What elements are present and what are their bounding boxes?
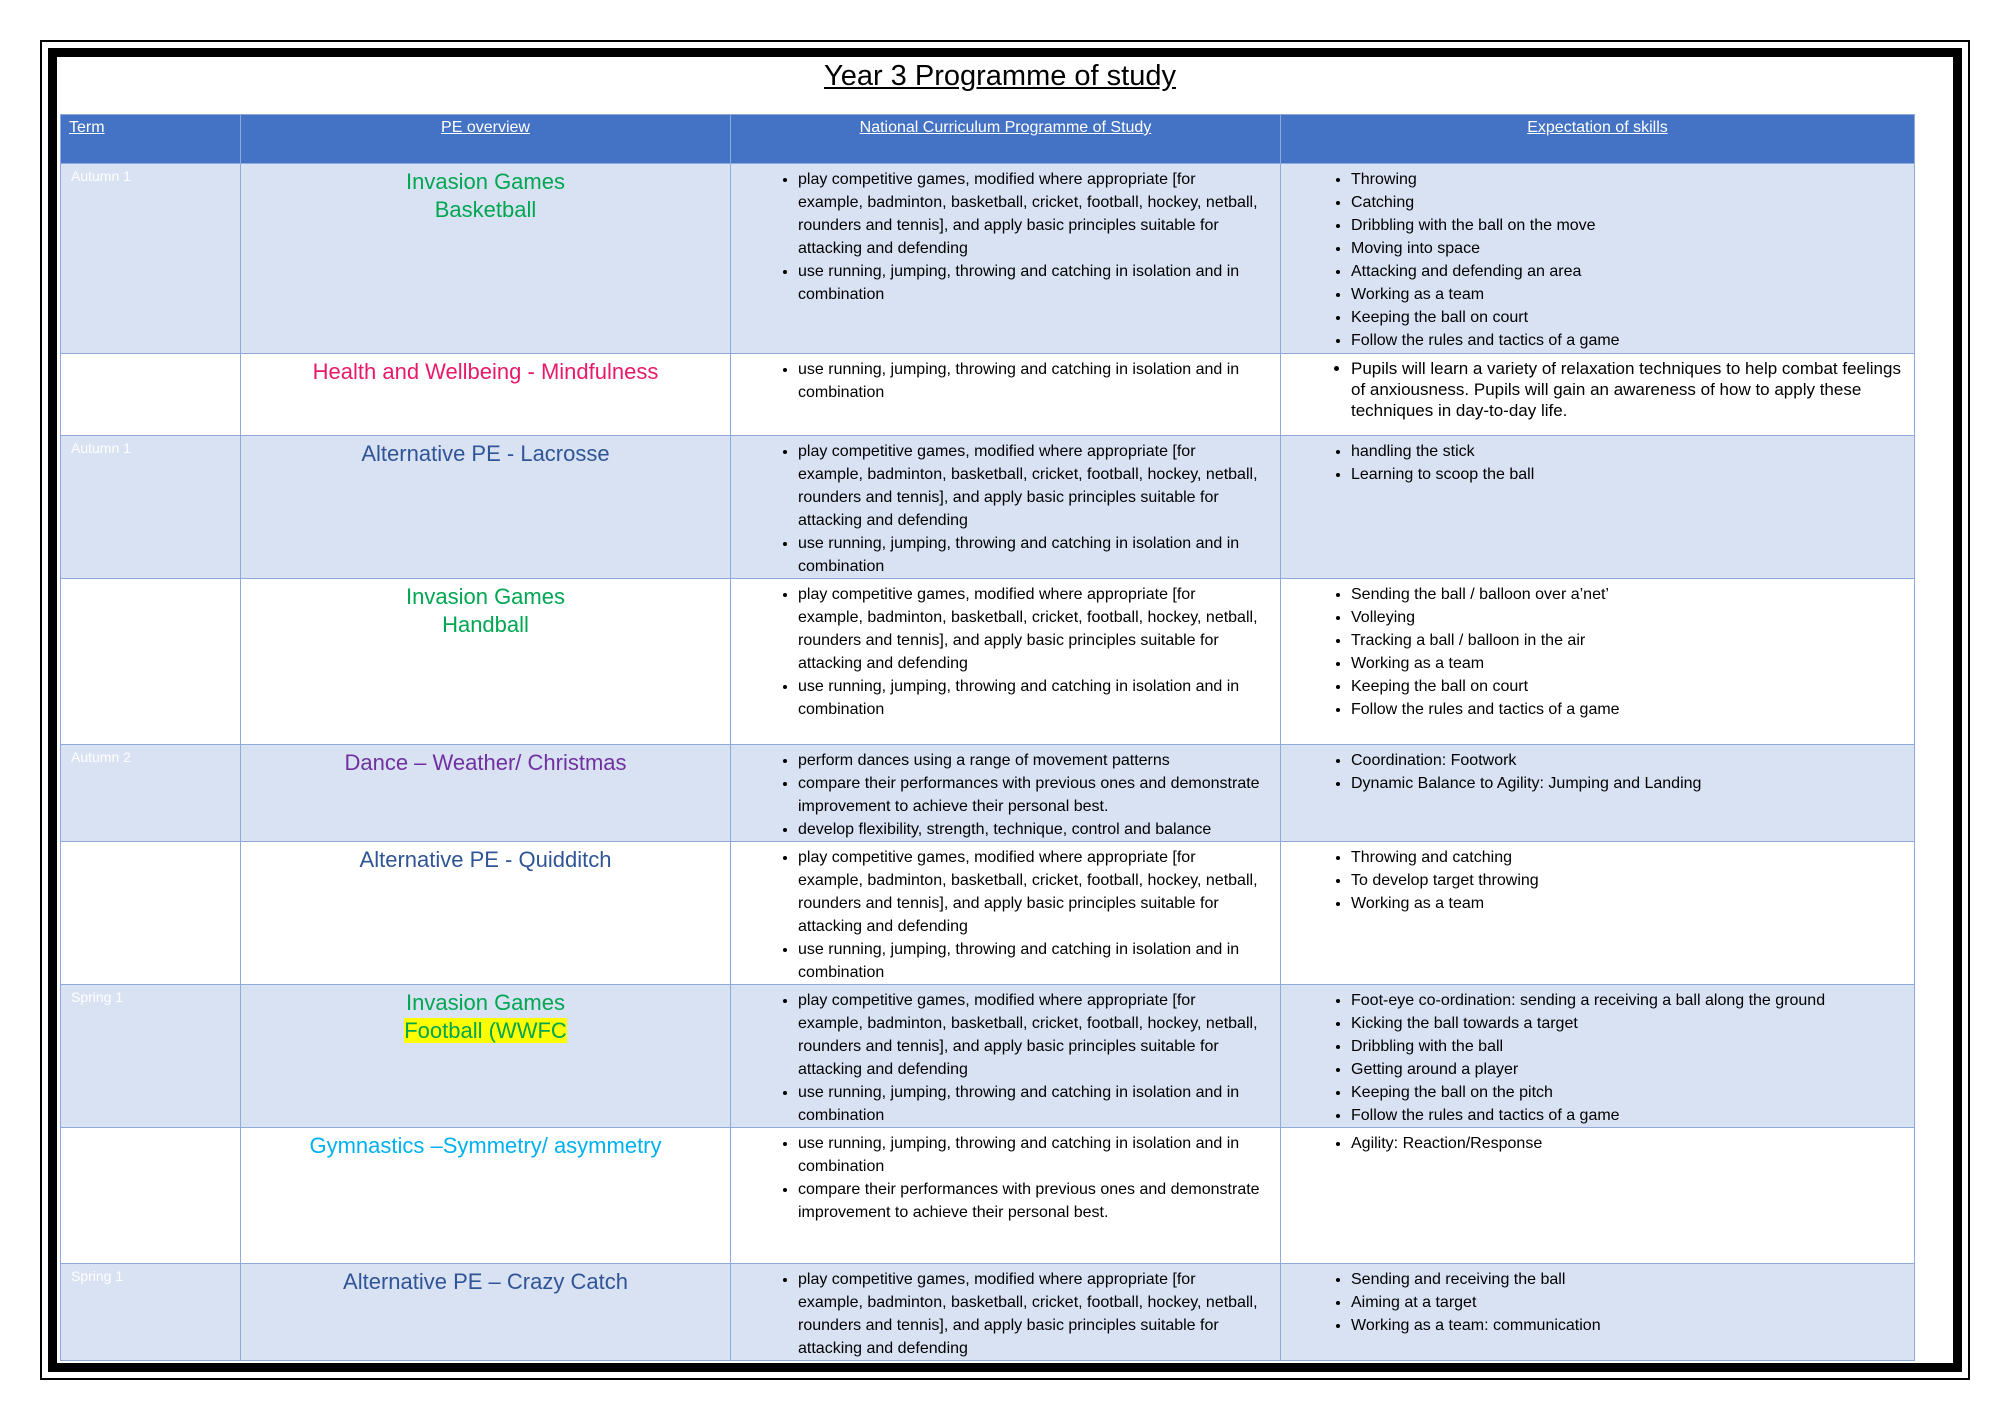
header-pe-overview: PE overview [241,115,731,164]
skills-cell [1281,985,1915,1128]
overview-line: Handball [442,612,529,637]
list-item: • Kicking the ball towards a target [1351,1012,1904,1035]
overview-line: Basketball [434,197,537,222]
list-item: • Follow the rules and tactics of a game [1351,1104,1904,1127]
term-cell [61,579,241,745]
list-item: • Foot-eye co-ordination: sending a receiving a ball along the ground [1351,989,1904,1012]
programme-table [60,114,1915,1361]
list-item: • play competitive games, modified where appropriate [for example, badminton, basketball, cricket, football, hockey, netball, rounders and tennis], and apply basic principles suitable for attacking and defending [798,1268,1262,1360]
term-cell: Spring 1 [61,985,241,1128]
list-item: • Working as a team [1351,283,1904,306]
list-item: • use running, jumping, throwing and catching in isolation and in combination [798,358,1262,404]
pe-overview-cell [241,579,731,745]
list-item: • Dribbling with the ball on the move [1351,214,1904,237]
pe-overview-cell [241,842,731,985]
overview-line: Alternative PE - Lacrosse [361,441,610,466]
pe-overview-cell [241,985,731,1128]
curriculum-cell [731,842,1281,985]
curriculum-cell [731,164,1281,354]
curriculum-cell [731,745,1281,842]
pe-overview-cell [241,164,731,354]
skills-cell [1281,1128,1915,1264]
list-item: • Keeping the ball on court [1351,675,1904,698]
overview-line: Dance – Weather/ Christmas [344,750,627,775]
header-national-curriculum: National Curriculum Programme of Study [731,115,1281,164]
list-item: • Sending and receiving the ball [1351,1268,1904,1291]
list-item: • use running, jumping, throwing and catching in isolation and in combination [798,675,1262,721]
skills-cell [1281,842,1915,985]
list-item: • Sending the ball / balloon over a’net’ [1351,583,1904,606]
term-cell [61,1128,241,1264]
pe-overview-cell [241,1264,731,1361]
overview-line: Invasion Games [406,169,565,194]
list-item: • play competitive games, modified where appropriate [for example, badminton, basketball, cricket, football, hockey, netball, rounders and tennis], and apply basic principles suitable for attacking and defending [798,989,1262,1081]
list-item: • handling the stick [1351,440,1904,463]
list-item: • Tracking a ball / balloon in the air [1351,629,1904,652]
table-header-row [61,115,1915,164]
list-item: • use running, jumping, throwing and catching in isolation and in combination [798,260,1262,306]
list-item: • Throwing [1351,168,1904,191]
skills-cell [1281,164,1915,354]
curriculum-cell [731,579,1281,745]
list-item: • play competitive games, modified where appropriate [for example, badminton, basketball, cricket, football, hockey, netball, rounders and tennis], and apply basic principles suitable for attacking and defending [798,168,1262,260]
list-item: • perform dances using a range of movement patterns [798,749,1262,772]
list-item: • Learning to scoop the ball [1351,463,1904,486]
skills-cell [1281,579,1915,745]
list-item: • Pupils will learn a variety of relaxation techniques to help combat feelings of anxiousness. Pupils will gain an awareness of how to apply these techniques in day-to-day life. [1351,358,1904,421]
overview-line: Alternative PE – Crazy Catch [343,1269,628,1294]
list-item: • use running, jumping, throwing and catching in isolation and in combination [798,1081,1262,1127]
pe-overview-cell [241,1128,731,1264]
curriculum-cell [731,1264,1281,1361]
list-item: • Follow the rules and tactics of a game [1351,329,1904,352]
overview-line: Alternative PE - Quidditch [359,847,612,872]
list-item: • Attacking and defending an area [1351,260,1904,283]
list-item: • Working as a team: communication [1351,1314,1904,1337]
curriculum-cell [731,354,1281,436]
table-row [61,1128,1915,1264]
table-row [61,436,1915,579]
list-item: • Keeping the ball on court [1351,306,1904,329]
table-row [61,1264,1915,1361]
table-row [61,579,1915,745]
list-item: • use running, jumping, throwing and catching in isolation and in combination [798,938,1262,984]
list-item: • use running, jumping, throwing and catching in isolation and in combination [798,1132,1262,1178]
list-item: • Dynamic Balance to Agility: Jumping and Landing [1351,772,1904,795]
term-cell [61,842,241,985]
list-item: • play competitive games, modified where appropriate [for example, badminton, basketball, cricket, football, hockey, netball, rounders and tennis], and apply basic principles suitable for attacking and defending [798,583,1262,675]
list-item: • compare their performances with previous ones and demonstrate improvement to achieve their personal best. [798,1178,1262,1224]
header-expectation-skills: Expectation of skills [1281,115,1915,164]
list-item: • develop flexibility, strength, technique, control and balance [798,818,1262,841]
list-item: • To develop target throwing [1351,869,1904,892]
term-cell: Spring 1 [61,1264,241,1361]
list-item: • Dribbling with the ball [1351,1035,1904,1058]
list-item: • play competitive games, modified where appropriate [for example, badminton, basketball, cricket, football, hockey, netball, rounders and tennis], and apply basic principles suitable for attacking and defending [798,440,1262,532]
skills-cell [1281,1264,1915,1361]
pe-overview-cell [241,745,731,842]
overview-line: Invasion Games [406,584,565,609]
list-item: • Aiming at a target [1351,1291,1904,1314]
table-row [61,164,1915,354]
table-row [61,985,1915,1128]
term-cell: Autumn 1 [61,436,241,579]
document-title: Year 3 Programme of study [824,60,1176,92]
list-item: • Coordination: Footwork [1351,749,1904,772]
term-cell: Autumn 2 [61,745,241,842]
overview-line: Invasion Games [406,990,565,1015]
list-item: • Volleying [1351,606,1904,629]
term-cell [61,354,241,436]
curriculum-cell [731,985,1281,1128]
list-item: • compare their performances with previous ones and demonstrate improvement to achieve their personal best. [798,772,1262,818]
list-item: • Agility: Reaction/Response [1351,1132,1904,1155]
list-item: • Catching [1351,191,1904,214]
pe-overview-cell [241,354,731,436]
list-item: • Moving into space [1351,237,1904,260]
term-cell: Autumn 1 [61,164,241,354]
overview-line: Health and Wellbeing - Mindfulness [312,359,659,384]
table-row [61,842,1915,985]
pe-overview-cell [241,436,731,579]
curriculum-cell [731,436,1281,579]
curriculum-cell [731,1128,1281,1264]
list-item: • Working as a team [1351,652,1904,675]
list-item: • Working as a team [1351,892,1904,915]
list-item: • use running, jumping, throwing and catching in isolation and in combination [798,532,1262,578]
list-item: • Follow the rules and tactics of a game [1351,698,1904,721]
list-item: • play competitive games, modified where appropriate [for example, badminton, basketball, cricket, football, hockey, netball, rounders and tennis], and apply basic principles suitable for attacking and defending [798,846,1262,938]
header-term: Term [61,115,241,164]
highlighted-overview-line: Football (WWFC [404,1018,567,1043]
skills-cell [1281,436,1915,579]
table-row [61,745,1915,842]
list-item: • Getting around a player [1351,1058,1904,1081]
skills-cell [1281,745,1915,842]
overview-line: Gymnastics –Symmetry/ asymmetry [309,1133,662,1158]
list-item: • Keeping the ball on the pitch [1351,1081,1904,1104]
skills-cell [1281,354,1915,436]
list-item: • Throwing and catching [1351,846,1904,869]
table-row [61,354,1915,436]
